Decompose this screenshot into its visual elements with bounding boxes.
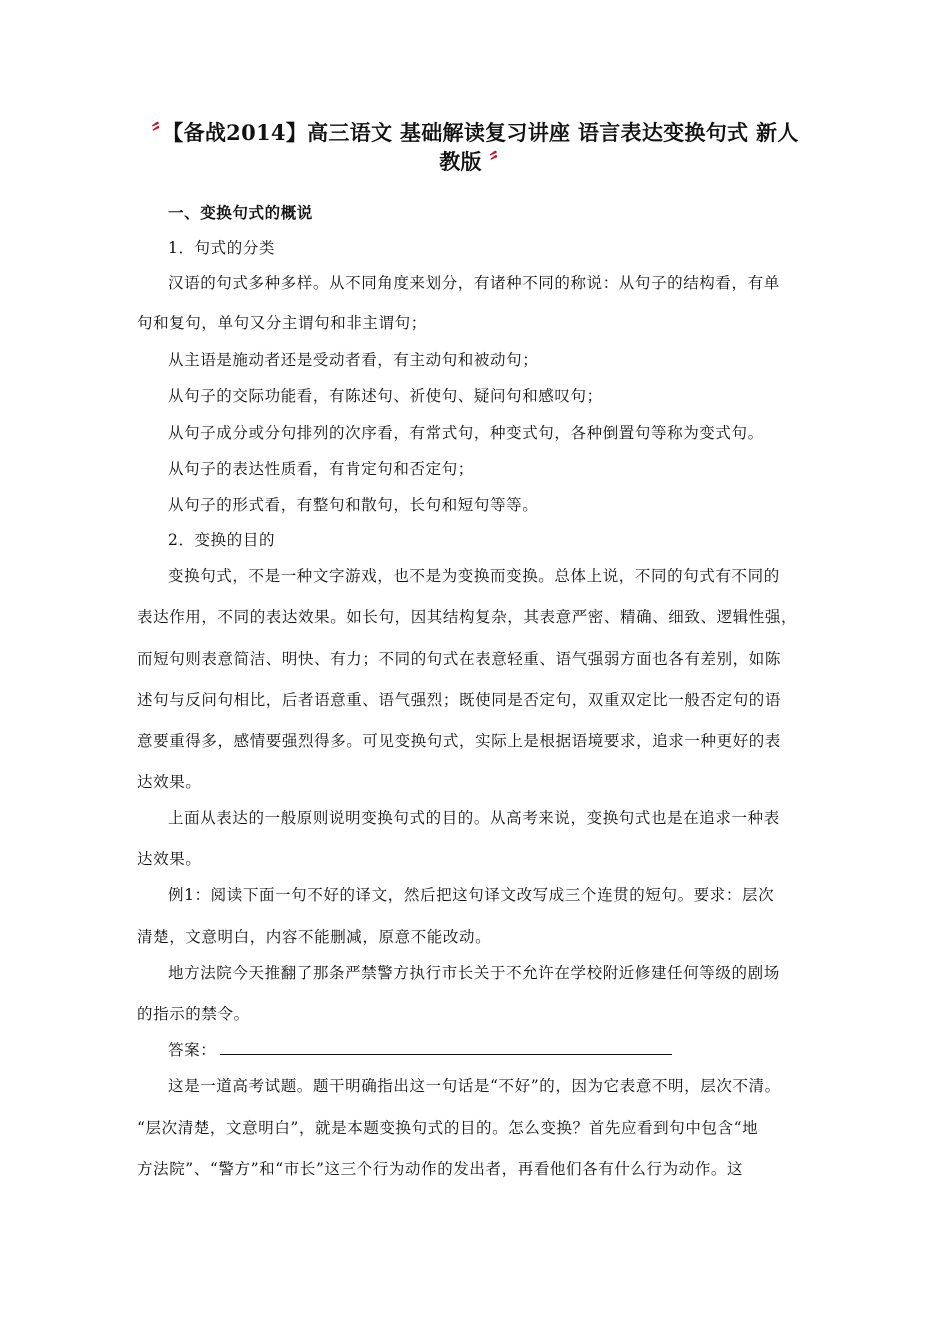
- paragraph-line: 句和复句，单句又分主谓句和非主谓句；: [137, 314, 427, 332]
- paragraph-line: 述句与反问句相比，后者语意重、语气强烈；既使同是否定句，双重双定比一般否定句的语: [137, 691, 782, 709]
- example-line: 例1：阅读下面一句不好的译文，然后把这句译文改写成三个连贯的短句。要求：层次: [168, 886, 775, 904]
- title-open-mark: 〞: [151, 120, 173, 145]
- question-sentence: 地方法院今天推翻了那条严禁警方执行市长关于不允许在学校附近修建任何等级的剧场: [168, 964, 780, 982]
- title-close-mark: 〞: [489, 149, 511, 174]
- paragraph-line: “层次清楚，文意明白”，就是本题变换句式的目的。怎么变换？首先应看到句中包含“地: [137, 1119, 759, 1137]
- paragraph-line: 变换句式，不是一种文字游戏，也不是为变换而变换。总体上说，不同的句式有不同的: [168, 567, 780, 585]
- answer-row: [168, 1040, 848, 1060]
- paragraph-line: 上面从表达的一般原则说明变换句式的目的。从高考来说，变换句式也是在追求一种表: [168, 809, 780, 827]
- paragraph-line: 从句子成分或分句排列的次序看，有常式句，种变式句，各种倒置句等称为变式句。: [168, 424, 764, 442]
- title-line-2: 教版: [439, 149, 482, 174]
- paragraph-line: 从句子的表达性质看，有肯定句和否定句；: [168, 460, 474, 478]
- subheading-purpose: 2．变换的目的: [168, 531, 276, 549]
- paragraph-line: 表达作用，不同的表达效果。如长句，因其结构复杂，其表意严密、精确、细致、逻辑性强，: [137, 608, 798, 626]
- paragraph-line: 达效果。: [137, 850, 202, 868]
- paragraph-line: 这是一道高考试题。题干明确指出这一句话是“不好”的，因为它表意不明，层次不清。: [168, 1077, 781, 1095]
- answer-label: 答案：: [168, 1041, 217, 1059]
- answer-blank-line: [220, 1040, 672, 1055]
- section-heading: 一、变换句式的概说: [168, 203, 313, 222]
- paragraph-line: 方法院”、“警方”和“市长”这三个行为动作的发出者，再看他们各有什么行为动作。这: [137, 1160, 744, 1178]
- paragraph-line: 从句子的形式看，有整句和散句，长句和短句等等。: [168, 496, 539, 514]
- subheading-sentence-types: 1．句式的分类: [168, 239, 276, 257]
- document-title: [130, 118, 820, 176]
- paragraph-line: 汉语的句式多种多样。从不同角度来划分，有诸种不同的称说：从句子的结构看，有单: [168, 274, 780, 292]
- paragraph-line: 而短句则表意简洁、明快、有力；不同的句式在表意轻重、语气强弱方面也各有差别，如陈: [137, 650, 782, 668]
- title-line-1: 【备战2014】高三语文 基础解读复习讲座 语言表达变换句式 新人: [172, 120, 799, 145]
- question-sentence: 的指示的禁令。: [137, 1005, 250, 1023]
- paragraph-line: 从主语是施动者还是受动者看，有主动句和被动句；: [168, 351, 539, 369]
- paragraph-line: 从句子的交际功能看，有陈述句、祈使句、疑问句和感叹句；: [168, 387, 603, 405]
- paragraph-line: 意要重得多，感情要强烈得多。可见变换句式，实际上是根据语境要求，追求一种更好的表: [137, 732, 782, 750]
- paragraph-line: 达效果。: [137, 773, 202, 791]
- example-line: 清楚，文意明白，内容不能删减，原意不能改动。: [137, 928, 492, 946]
